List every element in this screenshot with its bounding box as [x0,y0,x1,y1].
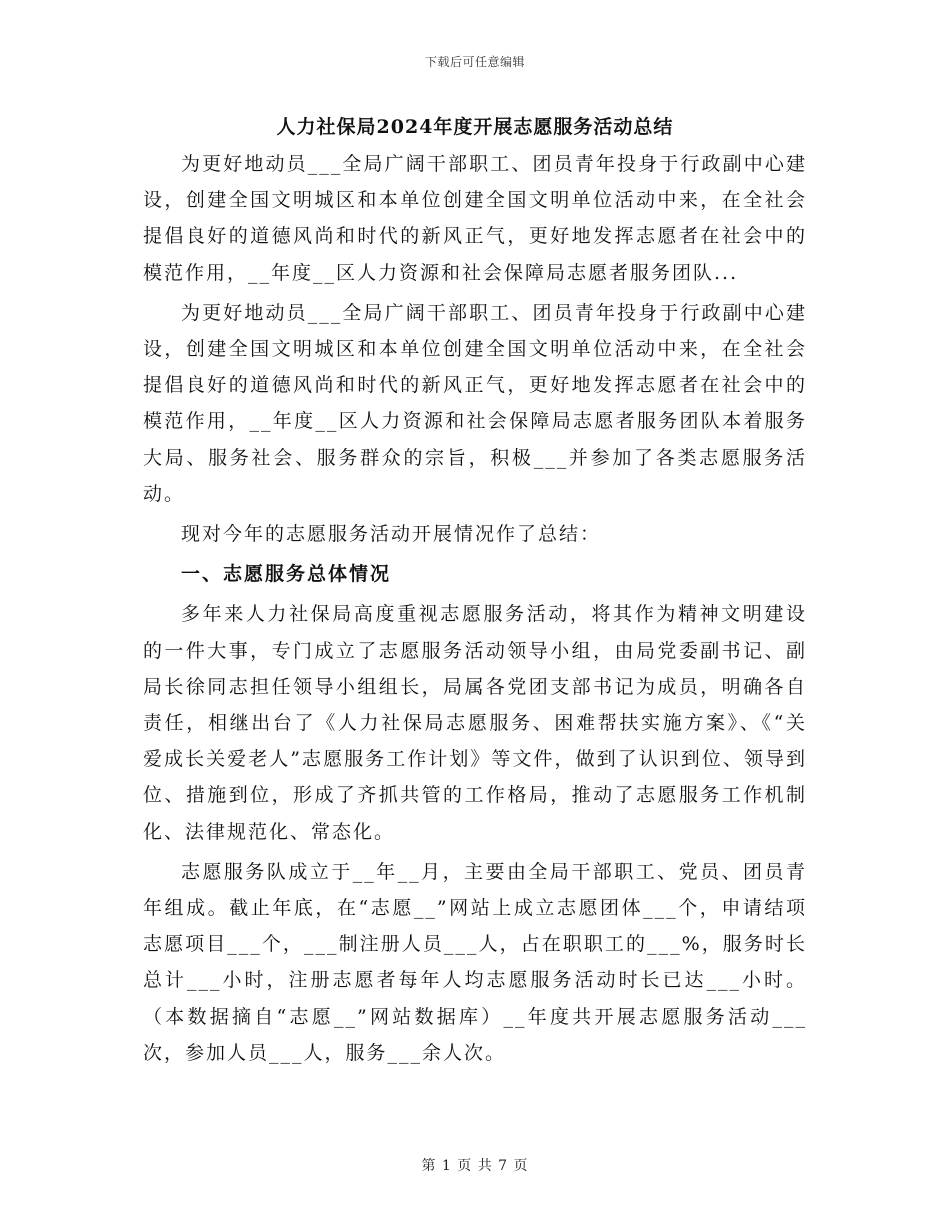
document-body [143,146,807,1075]
document-title: 人力社保局2024年度开展志愿服务活动总结 [276,116,674,138]
section1-paragraph-2: 志愿服务队成立于__年__月，主要由全局干部职工、党员、团员青年组成。截止年底，在“志愿__”网站上成立志愿团体___个，申请结项志愿项目___个，___制注册人员___人，占在职职工的___%，服务时长总计___小时，注册志愿者每年人均志愿服务活动时长已达___小时。（本数据摘自“志愿__”网站数据库）__年度共开展志愿服务活动___次，参加人员___人，服务___余人次。 [143,860,807,1064]
paragraph-1: 为更好地动员___全局广阔干部职工、团员青年投身于行政副中心建设，创建全国文明城区和本单位创建全国文明单位活动中来，在全社会提倡良好的道德风尚和时代的新风正气，更好地发挥志愿者在社会中的模范作用，__年度__区人力资源和社会保障局志愿者服务团队... [143,153,807,284]
page-footer: 第 1 页 共 7 页 [421,1158,529,1174]
paragraph-2: 为更好地动员___全局广阔干部职工、团员青年投身于行政副中心建设，创建全国文明城区和本单位创建全国文明单位活动中来，在全社会提倡良好的道德风尚和时代的新风正气，更好地发挥志愿者在社会中的模范作用，__年度__区人力资源和社会保障局志愿者服务团队本着服务大局、服务社会、服务群众的宗旨，积极___并参加了各类志愿服务活动。 [143,301,807,505]
header-note: 下载后可任意编辑 [424,55,525,69]
paragraph-3: 现对今年的志愿服务活动开展情况作了总结： [181,523,602,546]
section1-paragraph-1: 多年来人力社保局高度重视志愿服务活动，将其作为精神文明建设的一件大事，专门成立了志愿服务活动领导小组，由局党委副书记、副局长徐同志担任领导小组组长，局属各党团支部书记为成员，明确各自责任，相继出台了《人力社保局志愿服务、困难帮扶实施方案》、《“关爱成长关爱老人”志愿服务工作计划》等文件，做到了认识到位、领导到位、措施到位，形成了齐抓共管的工作格局，推动了志愿服务工作机制化、法律规范化、常态化。 [143,603,807,843]
section-heading-1: 一、志愿服务总体情况 [181,563,392,586]
